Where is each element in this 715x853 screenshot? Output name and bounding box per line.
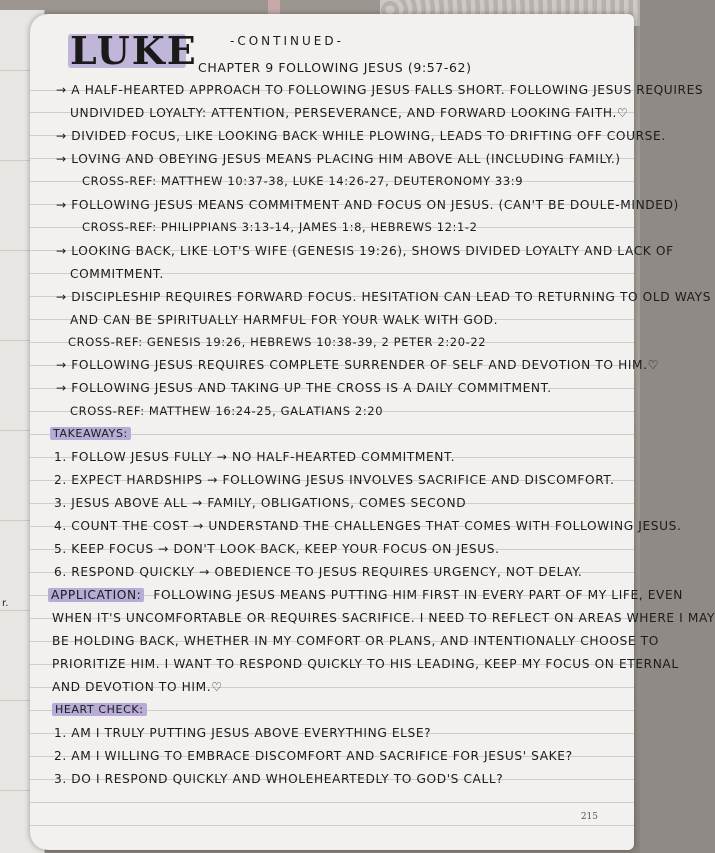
cross-ref-line: CROSS-REF: MATTHEW 16:24-25, GALATIANS 2:20	[70, 404, 384, 418]
cross-ref-line: CROSS-REF: MATTHEW 10:37-38, LUKE 14:26-27, DEUTERONOMY 33:9	[82, 174, 524, 188]
cross-ref-line: CROSS-REF: PHILIPPIANS 3:13-14, JAMES 1:8, HEBREWS 12:1-2	[82, 220, 478, 234]
application-line: BE HOLDING BACK, WHETHER IN MY COMFORT OR PLANS, AND INTENTIONALLY CHOOSE TO	[52, 634, 659, 648]
chapter-heading: CHAPTER 9 FOLLOWING JESUS (9:57-62)	[198, 60, 472, 75]
note-line: → DISCIPLESHIP REQUIRES FORWARD FOCUS. HESITATION CAN LEAD TO RETURNING TO OLD WAYS	[56, 290, 712, 304]
application-line: WHEN IT'S UNCOMFORTABLE OR REQUIRES SACRIFICE. I NEED TO REFLECT ON AREAS WHERE I MAY	[52, 611, 715, 625]
note-line: COMMITMENT.	[70, 267, 164, 281]
heart-check-label-text: HEART CHECK:	[52, 703, 147, 716]
heart-check-item: 2. AM I WILLING TO EMBRACE DISCOMFORT AND SACRIFICE FOR JESUS' SAKE?	[54, 749, 573, 763]
note-line: → LOOKING BACK, LIKE LOT'S WIFE (GENESIS 19:26), SHOWS DIVIDED LOYALTY AND LACK OF	[56, 244, 674, 258]
note-line: → LOVING AND OBEYING JESUS MEANS PLACING HIM ABOVE ALL (INCLUDING FAMILY.)	[56, 152, 621, 166]
note-line: → FOLLOWING JESUS AND TAKING UP THE CROSS IS A DAILY COMMITMENT.	[56, 381, 552, 395]
cross-ref-line: CROSS-REF: GENESIS 19:26, HEBREWS 10:38-39, 2 PETER 2:20-22	[68, 335, 487, 349]
note-line: → A HALF-HEARTED APPROACH TO FOLLOWING JESUS FALLS SHORT. FOLLOWING JESUS REQUIRES	[56, 83, 704, 97]
takeaways-label-text: TAKEAWAYS:	[50, 427, 131, 440]
takeaway-item: 4. COUNT THE COST → UNDERSTAND THE CHALLENGES THAT COMES WITH FOLLOWING JESUS.	[54, 519, 682, 533]
note-line: → FOLLOWING JESUS REQUIRES COMPLETE SURRENDER OF SELF AND DEVOTION TO HIM.♡	[56, 358, 660, 372]
continued-label: -CONTINUED-	[230, 34, 344, 48]
takeaway-item: 3. JESUS ABOVE ALL → FAMILY, OBLIGATIONS, COMES SECOND	[54, 496, 467, 510]
note-line: AND CAN BE SPIRITUALLY HARMFUL FOR YOUR WALK WITH GOD.	[70, 313, 499, 327]
notebook-page	[30, 14, 715, 850]
takeaways-label	[50, 427, 131, 440]
margin-mark: r.	[2, 598, 9, 609]
heart-check-label	[52, 703, 147, 716]
page-title: LUKE	[70, 28, 198, 73]
application-line: PRIORITIZE HIM. I WANT TO RESPOND QUICKLY TO HIS LEADING, KEEP MY FOCUS ON ETERNAL	[52, 657, 679, 671]
application-text: FOLLOWING JESUS MEANS PUTTING HIM FIRST IN EVERY PART OF MY LIFE, EVEN	[153, 588, 684, 602]
note-line: → FOLLOWING JESUS MEANS COMMITMENT AND FOCUS ON JESUS. (CAN'T BE DOULE-MINDED)	[56, 198, 679, 212]
application-line-first	[48, 588, 683, 602]
takeaway-item: 5. KEEP FOCUS → DON'T LOOK BACK, KEEP YOUR FOCUS ON JESUS.	[54, 542, 500, 556]
heart-check-item: 1. AM I TRULY PUTTING JESUS ABOVE EVERYTHING ELSE?	[54, 726, 432, 740]
takeaway-item: 2. EXPECT HARDSHIPS → FOLLOWING JESUS INVOLVES SACRIFICE AND DISCOMFORT.	[54, 473, 615, 487]
page-number: 215	[580, 812, 598, 822]
application-line: AND DEVOTION TO HIM.♡	[52, 680, 223, 694]
takeaway-item: 1. FOLLOW JESUS FULLY → NO HALF-HEARTED COMMITMENT.	[54, 450, 456, 464]
application-label: APPLICATION:	[48, 588, 144, 602]
heart-check-item: 3. DO I RESPOND QUICKLY AND WHOLEHEARTEDLY TO GOD'S CALL?	[54, 772, 504, 786]
note-line: → DIVIDED FOCUS, LIKE LOOKING BACK WHILE PLOWING, LEADS TO DRIFTING OFF COURSE.	[56, 129, 666, 143]
takeaway-item: 6. RESPOND QUICKLY → OBEDIENCE TO JESUS REQUIRES URGENCY, NOT DELAY.	[54, 565, 583, 579]
note-line: UNDIVIDED LOYALTY: ATTENTION, PERSEVERANCE, AND FORWARD LOOKING FAITH.♡	[70, 106, 629, 120]
